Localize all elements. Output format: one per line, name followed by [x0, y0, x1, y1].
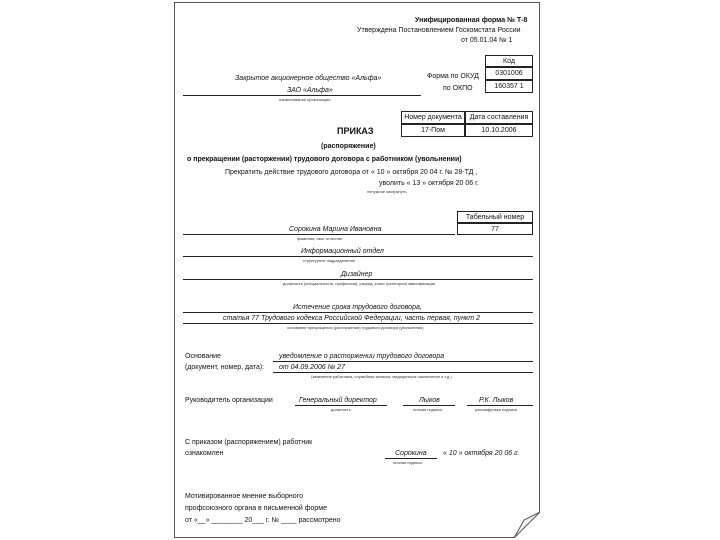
grounds-line-1: Истечение срока трудового договора, — [293, 304, 422, 311]
code-label: Код — [503, 57, 515, 65]
form-title: Унифицированная форма № Т-8 — [415, 17, 528, 24]
ack-date: « 10 » октября 20 06 г. — [443, 450, 520, 457]
organization-caption: наименование организации — [279, 97, 331, 102]
okpo-cell — [485, 80, 533, 93]
department-underline — [183, 256, 533, 257]
head-decoding: Р.К. Лыков — [479, 397, 514, 404]
page-curl-icon — [514, 512, 540, 538]
ack-signature-underline — [385, 458, 437, 459]
doc-number-cell — [401, 124, 465, 137]
basis-value-2: от 04.09.2006 № 27 — [279, 364, 345, 371]
head-position-underline — [295, 405, 387, 406]
document-page — [174, 2, 540, 538]
okud-label: Форма по ОКУД — [427, 73, 479, 80]
head-signature: Лыков — [419, 397, 440, 404]
union-line-2: профсоюзного органа в письменной форме — [185, 505, 327, 512]
grounds-underline-2 — [183, 323, 533, 324]
approval-line-1: Утверждена Постановлением Госкомстата России — [357, 27, 521, 34]
organization-name: Закрытое акционерное общество «Альфа» — [235, 75, 382, 82]
basis-label-1: Основание — [185, 353, 221, 360]
tab-number-header — [457, 211, 533, 223]
head-position-caption: должность — [331, 407, 351, 412]
organization-underline — [183, 95, 421, 96]
contract-line-2: уволить « 13 » октября 20 06 г. — [379, 180, 479, 187]
basis-caption: (заявление работника, служебная записка, медицинское заключение и т.д.) — [311, 374, 452, 379]
doc-title: ПРИКАЗ — [337, 126, 374, 136]
grounds-line-2: статья 77 Трудового кодекса Российской Федерации, часть первая, пункт 2 — [223, 315, 480, 322]
union-line-1: Мотивированное мнение выборного — [185, 493, 303, 500]
department-caption: структурное подразделение — [303, 258, 356, 263]
head-decoding-underline — [467, 405, 533, 406]
doc-date-header-text: Дата составления — [469, 114, 529, 121]
doc-number-header-text: Номер документа — [404, 114, 462, 121]
okpo-value: 160357 1 — [494, 83, 524, 90]
organization-short-name: ЗАО «Альфа» — [287, 87, 333, 94]
basis-value-1: уведомление о расторжении трудового договора — [279, 353, 445, 360]
basis-label-2: (документ, номер, дата): — [185, 364, 265, 371]
okud-cell — [485, 67, 533, 80]
head-signature-caption: личная подпись — [413, 407, 443, 412]
head-signature-underline — [403, 405, 455, 406]
doc-subtitle: (распоряжение) — [321, 143, 376, 150]
ack-signature-caption: личная подпись — [393, 460, 423, 465]
position-caption: должность (специальность, профессия), разряд, класс (категория) квалификации — [283, 281, 436, 286]
ack-line-1: С приказом (распоряжением) работник — [185, 439, 313, 446]
doc-date-header — [465, 111, 533, 124]
ack-signature: Сорокина — [395, 450, 427, 457]
head-position: Генеральный директор — [299, 397, 377, 404]
tab-number-value: 77 — [491, 225, 499, 233]
employee-name: Сорокина Марина Ивановна — [289, 226, 382, 233]
position-underline — [183, 279, 533, 280]
doc-date-value: 10.10.2006 — [481, 127, 517, 134]
head-label: Руководитель организации — [185, 397, 273, 404]
grounds-underline-1 — [183, 312, 533, 313]
doc-number-header — [401, 111, 465, 124]
doc-date-cell — [465, 124, 533, 137]
union-line-3: от «__» ________ 20___ г. № ____ рассмотрено — [185, 517, 341, 524]
approval-line-2: от 05.01.04 № 1 — [461, 37, 513, 44]
doc-number-value: 17-Пом — [421, 127, 445, 134]
contract-caption: ненужное зачеркнуть — [367, 189, 407, 194]
basis-underline-1 — [273, 361, 533, 362]
employee-name-caption: фамилия, имя, отчество — [297, 236, 343, 241]
tab-number-cell — [457, 223, 533, 235]
tab-number-label: Табельный номер — [465, 213, 525, 221]
doc-subject: о прекращении (расторжении) трудового договора с работником (увольнении) — [187, 156, 462, 163]
employee-name-underline — [183, 234, 455, 235]
code-header-cell — [485, 55, 533, 67]
grounds-caption: основание прекращения (расторжения) трудового договора (увольнения) — [287, 325, 424, 330]
okud-value: 0301006 — [495, 70, 523, 77]
okpo-label: по ОКПО — [443, 85, 473, 92]
basis-underline-2 — [273, 372, 533, 373]
contract-line-1: Прекратить действие трудового договора от « 10 » октября 20 04 г. № 28-ТД , — [225, 169, 478, 176]
employee-department: Информационный отдел — [301, 248, 384, 255]
head-decoding-caption: расшифровка подписи — [475, 407, 518, 412]
employee-position: Дизайнер — [341, 271, 373, 278]
ack-line-2: ознакомлен — [185, 450, 224, 457]
